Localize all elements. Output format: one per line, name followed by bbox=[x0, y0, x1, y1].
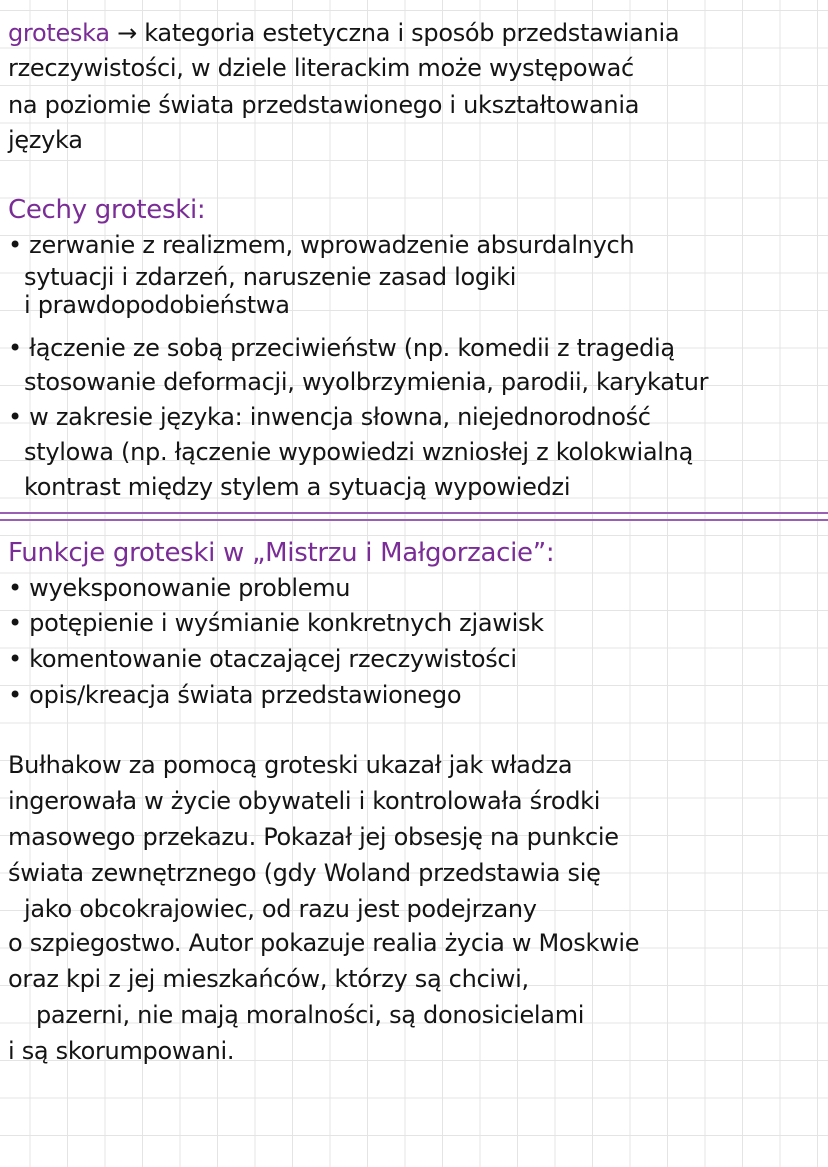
definition-line bbox=[8, 18, 679, 48]
feature-line: kontrast między stylem a sytuacją wypowiedzi bbox=[24, 473, 571, 501]
paragraph-line: Bułhakow za pomocą groteski ukazał jak władza bbox=[8, 751, 573, 779]
functions-heading: Funkcje groteski w „Mistrzu i Małgorzacie”: bbox=[8, 538, 555, 568]
term-groteska: groteska bbox=[8, 19, 110, 47]
feature-line: • w zakresie języka: inwencja słowna, niejednorodność bbox=[8, 403, 651, 431]
paragraph-line: jako obcokrajowiec, od razu jest podejrzany bbox=[24, 895, 537, 923]
function-item: • komentowanie otaczającej rzeczywistości bbox=[8, 645, 517, 673]
arrow-icon: → bbox=[117, 19, 137, 47]
paragraph-line: masowego przekazu. Pokazał jej obsesję na punkcie bbox=[8, 823, 619, 851]
definition-text: kategoria estetyczna i sposób przedstawiania bbox=[144, 19, 680, 47]
function-item: • potępienie i wyśmianie konkretnych zjawisk bbox=[8, 609, 544, 637]
function-item: • wyeksponowanie problemu bbox=[8, 574, 351, 602]
feature-line: • łączenie ze sobą przeciwieństw (np. komedii z tragedią bbox=[8, 334, 675, 362]
paragraph-line: o szpiegostwo. Autor pokazuje realia życia w Moskwie bbox=[8, 929, 640, 957]
definition-text: rzeczywistości, w dziele literackim może występować bbox=[8, 54, 634, 82]
feature-line: stylowa (np. łączenie wypowiedzi wzniosłej z kolokwialną bbox=[24, 438, 693, 466]
paragraph-line: i są skorumpowani. bbox=[8, 1037, 235, 1065]
feature-line: • zerwanie z realizmem, wprowadzenie absurdalnych bbox=[8, 231, 635, 259]
feature-line: sytuacji i zdarzeń, naruszenie zasad logiki bbox=[24, 263, 517, 291]
definition-text: na poziomie świata przedstawionego i ukształtowania bbox=[8, 91, 640, 119]
function-item: • opis/kreacja świata przedstawionego bbox=[8, 681, 462, 709]
paragraph-line: ingerowała w życie obywateli i kontrolowała środki bbox=[8, 787, 601, 815]
feature-line: i prawdopodobieństwa bbox=[24, 291, 290, 319]
feature-line: stosowanie deformacji, wyolbrzymienia, parodii, karykatur bbox=[24, 368, 709, 396]
features-heading: Cechy groteski: bbox=[8, 195, 206, 225]
paragraph-line: pazerni, nie mają moralności, są donosicielami bbox=[36, 1001, 585, 1029]
definition-text: języka bbox=[8, 126, 83, 154]
paragraph-line: oraz kpi z jej mieszkańców, którzy są chciwi, bbox=[8, 965, 529, 993]
section-divider bbox=[0, 512, 828, 521]
paragraph-line: świata zewnętrznego (gdy Woland przedstawia się bbox=[8, 859, 601, 887]
